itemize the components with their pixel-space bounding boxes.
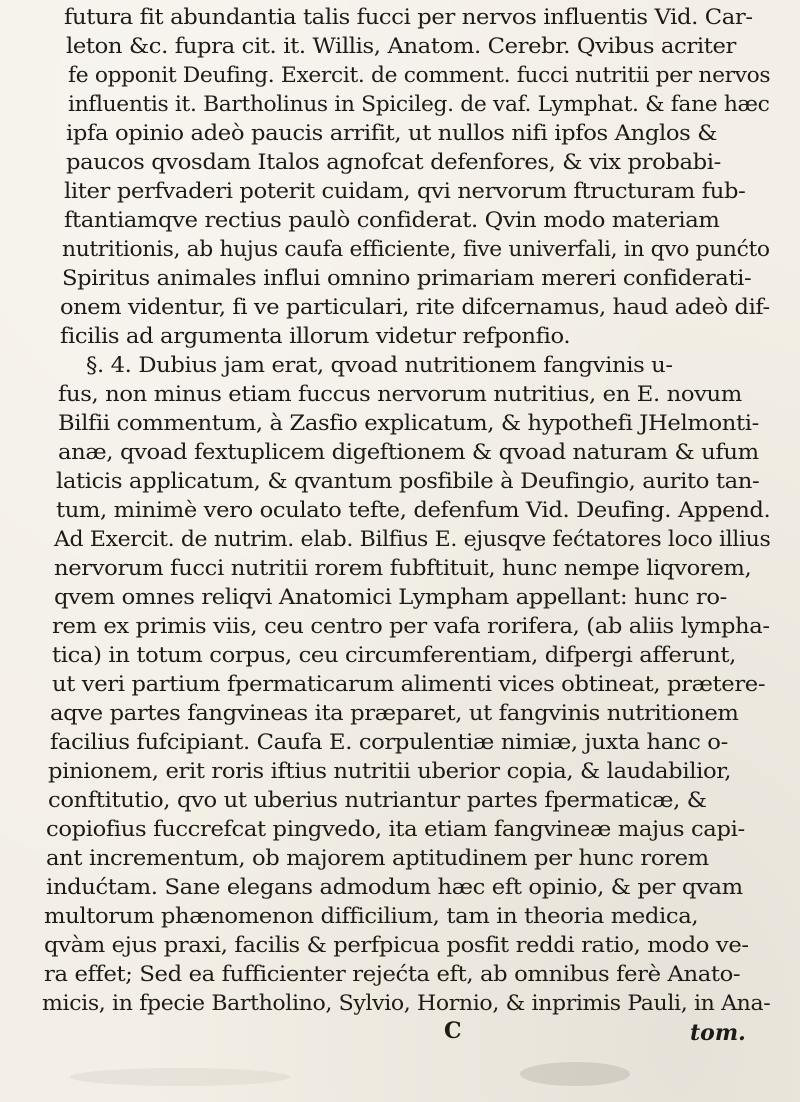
text-line-2: leton &c. fupra cit. it. Willis, Anatom. Cerebr. Qvibus acriter	[66, 34, 736, 58]
text-line-7: liter perfvaderi poterit cuidam, qvi nervorum ftructuram fub-	[64, 179, 746, 203]
text-line-10: Spiritus animales influi omnino primariam mereri confiderati-	[62, 266, 752, 290]
catchword: tom.	[690, 1020, 746, 1046]
text-line-1: futura fit abundantia talis fucci per nervos influentis Vid. Car-	[64, 5, 753, 29]
paper-blemish	[520, 1062, 630, 1086]
text-line-9: nutritionis, ab hujus caufa efficiente, five univerfali, in qvo punćto	[62, 237, 770, 261]
text-line-34: ra effet; Sed ea fufficienter rejećta eft, ab omnibus ferè Anato-	[44, 962, 741, 986]
text-line-17: laticis applicatum, & qvantum posfibile à Deufingio, aurito tan-	[56, 469, 760, 493]
text-line-31: indućtam. Sane elegans admodum hæc eft opinio, & per qvam	[46, 875, 743, 899]
text-line-26: facilius fufcipiant. Caufa E. corpulentiæ nimiæ, juxta hanc o-	[50, 730, 728, 754]
text-line-8: ftantiamqve rectius paulò confiderat. Qvin modo materiam	[64, 208, 720, 232]
text-line-11: onem videntur, fi ve particulari, rite difcernamus, haud adeò dif-	[60, 295, 770, 319]
text-line-35: micis, in fpecie Bartholino, Sylvio, Hornio, & inprimis Pauli, in Ana-	[42, 991, 771, 1015]
text-line-19: Ad Exercit. de nutrim. elab. Bilfius E. ejusqve fećtatores loco illius	[54, 527, 771, 551]
text-line-22: rem ex primis viis, ceu centro per vafa rorifera, (ab aliis lympha-	[52, 614, 770, 638]
text-line-30: ant incrementum, ob majorem aptitudinem per hunc rorem	[46, 846, 709, 870]
text-line-18: tum, minimè vero oculato tefte, defenfum Vid. Deufing. Append.	[56, 498, 771, 522]
text-line-24: ut veri partium fpermaticarum alimenti vices obtineat, prætere-	[52, 672, 766, 696]
text-line-6: paucos qvosdam Italos agnofcat defenfores, & vix probabi-	[66, 150, 721, 174]
text-line-20: nervorum fucci nutritii rorem fubftituit, hunc nempe liqvorem,	[54, 556, 752, 580]
text-line-29: copiofius fuccrefcat pingvedo, ita etiam fangvineæ majus capi-	[46, 817, 745, 841]
signature-mark: C	[444, 1018, 462, 1044]
text-line-23: tica) in totum corpus, ceu circumferentiam, difpergi afferunt,	[52, 643, 736, 667]
text-line-4: influentis it. Bartholinus in Spicileg. de vaf. Lymphat. & fane hæc	[68, 92, 770, 116]
text-line-28: conftitutio, qvo ut uberius nutriantur partes fpermaticæ, &	[48, 788, 707, 812]
text-line-3: fe opponit Deufing. Exercit. de comment. fucci nutritii per nervos	[68, 63, 771, 87]
text-line-27: pinionem, erit roris iftius nutritii uberior copia, & laudabilior,	[48, 759, 732, 783]
text-line-5: ipfa opinio adeò paucis arrifit, ut nullos nifi ipfos Anglos &	[66, 121, 718, 145]
text-line-15: Bilfii commentum, à Zasfio explicatum, & hypothefi JHelmonti-	[58, 411, 759, 435]
text-line-16: anæ, qvoad fextuplicem digeftionem & qvoad naturam & ufum	[58, 440, 759, 464]
text-line-12: ficilis ad argumenta illorum videtur refponfio.	[60, 324, 571, 348]
text-line-32: multorum phænomenon difficilium, tam in theoria medica,	[44, 904, 699, 928]
text-line-14: fus, non minus etiam fuccus nervorum nutritius, en E. novum	[58, 382, 742, 406]
paper-blemish	[70, 1068, 290, 1086]
text-line-25: aqve partes fangvineas ita præparet, ut fangvinis nutritionem	[50, 701, 739, 725]
text-line-13: §. 4. Dubius jam erat, qvoad nutritionem fangvinis u-	[86, 353, 673, 377]
text-line-21: qvem omnes reliqvi Anatomici Lympham appellant: hunc ro-	[54, 585, 727, 609]
text-line-33: qvàm ejus praxi, facilis & perfpicua posfit reddi ratio, modo ve-	[44, 933, 749, 957]
